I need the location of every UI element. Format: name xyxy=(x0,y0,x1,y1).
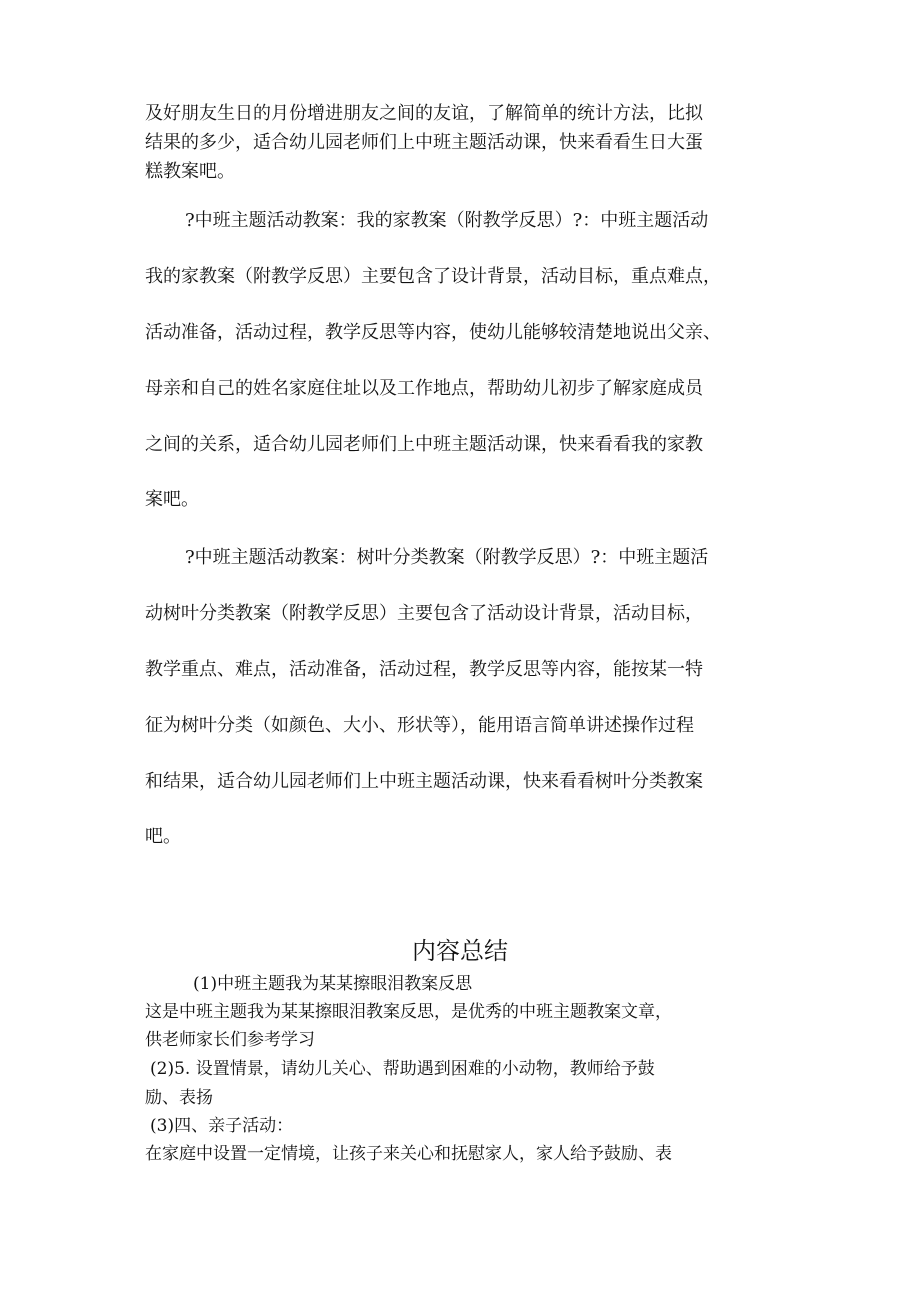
para1-line: 活动准备，活动过程，教学反思等内容，使幼儿能够较清楚地说出父亲、 xyxy=(145,322,721,343)
summary-item1-body: 这是中班主题我为某某擦眼泪教案反思，是优秀的中班主题教案文章， xyxy=(145,1002,672,1022)
para1-line: ?中班主题活动教案：我的家教案（附教学反思）?：中班主题活动 xyxy=(185,210,709,231)
para1-line: 案吧。 xyxy=(145,489,199,510)
intro-line: 及好朋友生日的月份增进朋友之间的友谊，了解简单的统计方法，比拟 xyxy=(145,103,703,124)
para2-line: 征为树叶分类（如颜色、大小、形状等），能用语言简单讲述操作过程 xyxy=(145,715,694,736)
para2-line: 动树叶分类教案（附教学反思）主要包含了活动设计背景，活动目标， xyxy=(145,603,703,624)
para2-line: 吧。 xyxy=(145,826,181,847)
para1-line: 我的家教案（附教学反思）主要包含了设计背景，活动目标，重点难点， xyxy=(145,266,721,287)
summary-item3-body: 在家庭中设置一定情境，让孩子来关心和抚慰家人，家人给予鼓励、表 xyxy=(145,1144,672,1164)
summary-item2-line: 励、表扬 xyxy=(145,1088,213,1108)
summary-title: 内容总结 xyxy=(412,937,508,965)
intro-line: 糕教案吧。 xyxy=(145,161,235,182)
para2-line: ?中班主题活动教案：树叶分类教案（附教学反思）?：中班主题活 xyxy=(185,547,709,568)
para1-line: 母亲和自己的姓名家庭住址以及工作地点，帮助幼儿初步了解家庭成员 xyxy=(145,378,703,399)
para2-line: 教学重点、难点，活动准备，活动过程，教学反思等内容，能按某一特 xyxy=(145,659,703,680)
summary-item3-heading: (3)四、亲子活动： xyxy=(150,1116,294,1136)
intro-line: 结果的多少，适合幼儿园老师们上中班主题活动课，快来看看生日大蛋 xyxy=(145,132,703,153)
summary-item1-heading: (1)中班主题我为某某擦眼泪教案反思 xyxy=(193,974,473,994)
summary-item1-body: 供老师家长们参考学习 xyxy=(145,1030,315,1050)
summary-item2-line: (2)5. 设置情景，请幼儿关心、帮助遇到困难的小动物，教师给予鼓 xyxy=(150,1059,655,1079)
para1-line: 之间的关系，适合幼儿园老师们上中班主题活动课，快来看看我的家教 xyxy=(145,434,703,455)
para2-line: 和结果，适合幼儿园老师们上中班主题活动课，快来看看树叶分类教案 xyxy=(145,771,703,792)
